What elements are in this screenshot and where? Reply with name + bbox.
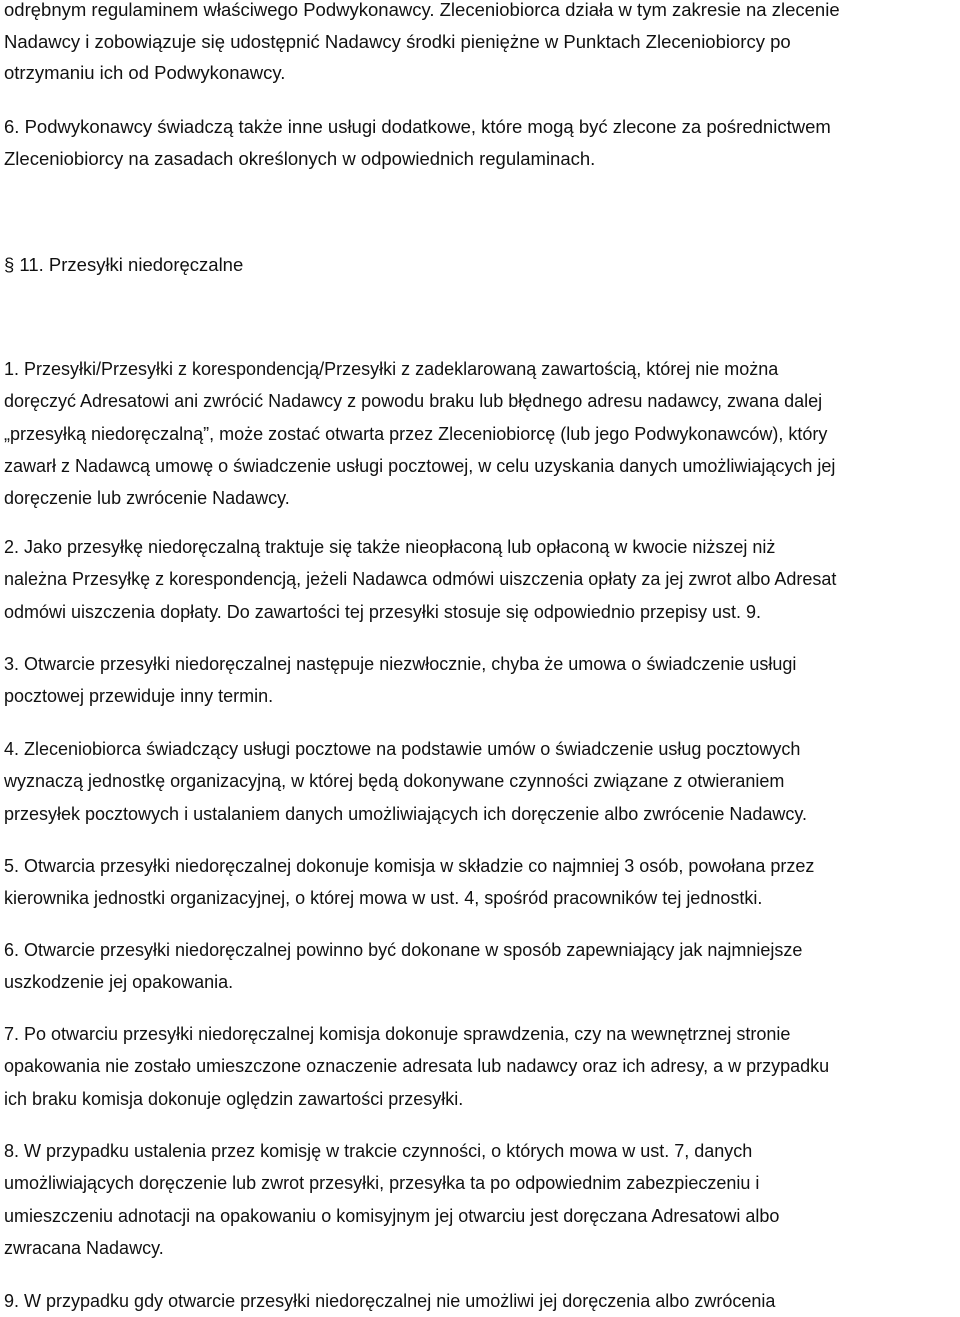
paragraph-4: [4, 733, 807, 830]
paragraph-8: [4, 1135, 779, 1264]
text-line: 2. Jako przesyłkę niedoręczalną traktuje się także nieopłaconą lub opłaconą w kwocie niższej niż: [4, 537, 776, 557]
paragraph-1: [4, 353, 835, 514]
text-line: ich braku komisja dokonuje oględzin zawartości przesyłki.: [4, 1088, 464, 1109]
text-line: opakowania nie zostało umieszczone oznaczenie adresata lub nadawcy oraz ich adresy, a w przypadku: [4, 1056, 830, 1077]
text-line: otrzymaniu ich od Podwykonawcy.: [4, 62, 286, 83]
text-line: odmówi uiszczenia dopłaty. Do zawartości tej przesyłki stosuje się odpowiednio przepisy ust. 9.: [4, 601, 762, 622]
paragraph-7: [4, 1018, 829, 1115]
paragraph-9: [4, 1285, 775, 1317]
text-line: uszkodzenie jej opakowania.: [4, 972, 234, 993]
text-line: wyznaczą jednostkę organizacyjną, w której będą dokonywane czynności związane z otwieraniem: [4, 771, 785, 792]
section-title: § 11. Przesyłki niedoręczalne: [4, 254, 244, 275]
text-line: umieszczeniu adnotacji na opakowaniu o komisyjnym jej otwarciu jest doręczana Adresatowi albo: [4, 1205, 780, 1226]
text-line: doręczyć Adresatowi ani zwrócić Nadawcy z powodu braku lub błędnego adresu nadawcy, zwana dalej: [4, 391, 823, 412]
text-line: należna Przesyłkę z korespondencją, jeżeli Nadawca odmówi uiszczenia opłaty za jej zwrot albo Adresat: [4, 569, 837, 590]
text-line: zawarł z Nadawcą umowę o świadczenie usługi pocztowej, w celu uzyskania danych umożliwiających jej: [4, 455, 836, 476]
text-line: pocztowej przewiduje inny termin.: [4, 686, 274, 707]
text-line: zwracana Nadawcy.: [4, 1237, 164, 1258]
previous-item-6: [4, 111, 831, 174]
text-line: 7. Po otwarciu przesyłki niedoręczalnej komisja dokonuje sprawdzenia, czy na wewnętrznej stronie: [4, 1024, 791, 1044]
text-line: przesyłek pocztowych i ustalaniem danych umożliwiających ich doręczenie albo zwrócenie Nadawcy.: [4, 803, 808, 824]
text-line: „przesyłką niedoręczalną”, może zostać otwarta przez Zleceniobiorcę (lub jego Podwykonawców), który: [4, 423, 828, 444]
text-line: odrębnym regulaminem właściwego Podwykonawcy. Zleceniobiorca działa w tym zakresie na zlecenie: [4, 0, 840, 20]
text-line: 6. Podwykonawcy świadczą także inne usługi dodatkowe, które mogą być zlecone za pośrednictwem: [4, 116, 831, 137]
text-line: umożliwiających doręczenie lub zwrot przesyłki, przesyłka ta po odpowiednim zabezpieczeniu i: [4, 1173, 760, 1194]
text-line: 5. Otwarcia przesyłki niedoręczalnej dokonuje komisja w składzie co najmniej 3 osób, powołana przez: [4, 856, 815, 876]
text-line: 3. Otwarcie przesyłki niedoręczalnej następuje niezwłocznie, chyba że umowa o świadczenie usługi: [4, 654, 797, 674]
intro-paragraph: [4, 0, 840, 89]
text-line: 9. W przypadku gdy otwarcie przesyłki niedoręczalnej nie umożliwi jej doręczenia albo zwrócenia: [4, 1291, 776, 1311]
text-line: doręczenie lub zwrócenie Nadawcy.: [4, 488, 290, 509]
paragraph-6: [4, 934, 802, 999]
text-line: 6. Otwarcie przesyłki niedoręczalnej powinno być dokonane w sposób zapewniający jak najmniejsze: [4, 940, 803, 960]
text-line: Nadawcy i zobowiązuje się udostępnić Nadawcy środki pieniężne w Punktach Zleceniobiorcy po: [4, 30, 791, 52]
paragraph-3: [4, 648, 796, 713]
text-line: 4. Zleceniobiorca świadczący usługi pocztowe na podstawie umów o świadczenie usług pocztowych: [4, 739, 801, 759]
text-line: 1. Przesyłki/Przesyłki z korespondencją/Przesyłki z zadeklarowaną zawartością, której nie można: [4, 359, 779, 379]
text-line: Zleceniobiorcy na zasadach określonych w odpowiednich regulaminach.: [4, 147, 596, 169]
paragraph-5: [4, 850, 814, 915]
text-line: 8. W przypadku ustalenia przez komisję w trakcie czynności, o których mowa w ust. 7, danych: [4, 1141, 753, 1161]
text-line: kierownika jednostki organizacyjnej, o której mowa w ust. 4, spośród pracowników tej jednostki.: [4, 888, 763, 909]
paragraph-2: [4, 531, 836, 628]
